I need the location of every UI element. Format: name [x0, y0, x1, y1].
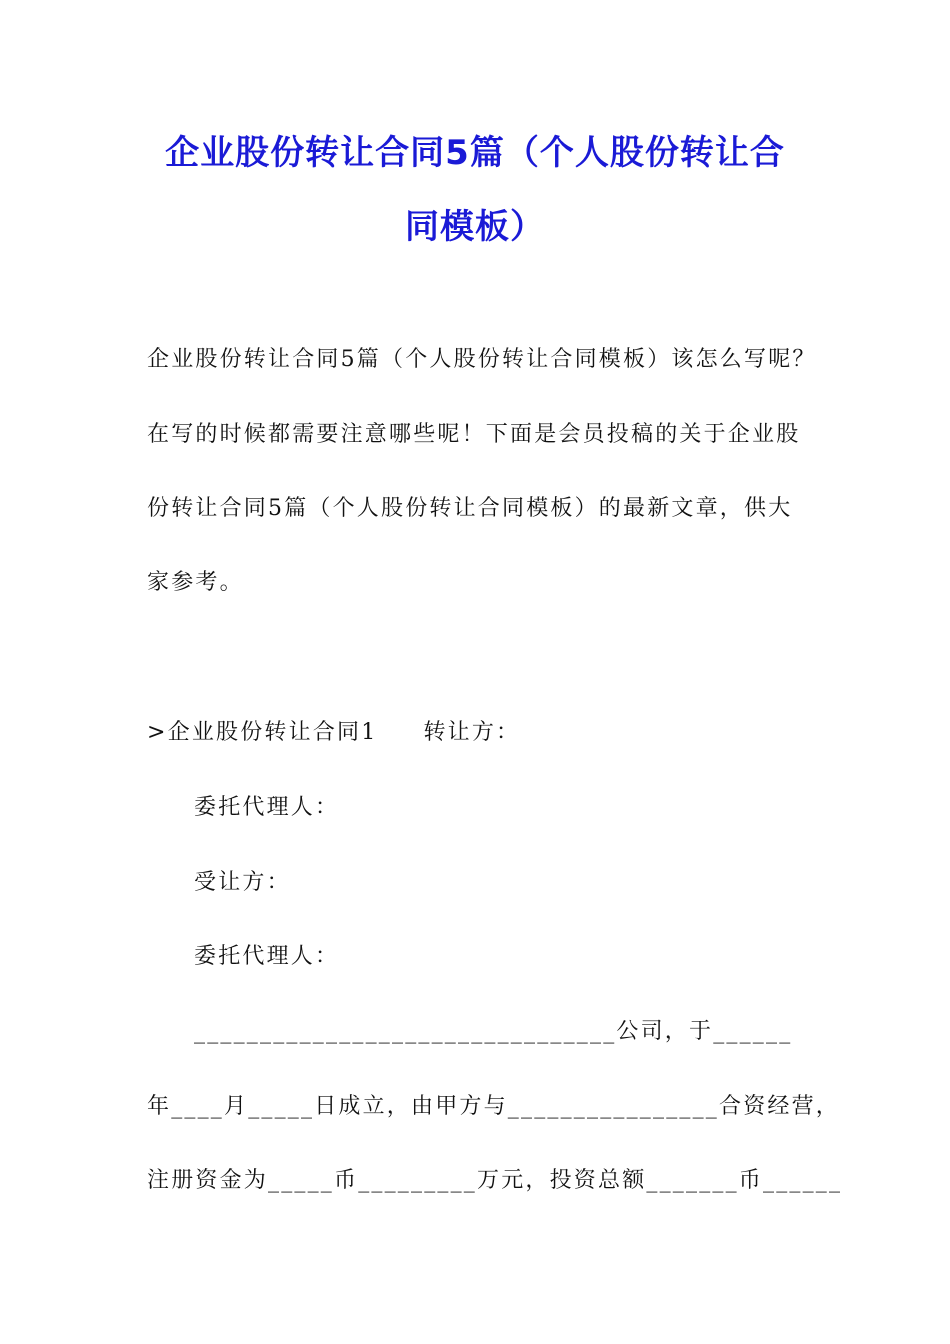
company-blank-line: ________________________________公司，于______: [194, 1019, 793, 1044]
intro-line-4: 家参考。: [147, 570, 244, 595]
contract-heading: >企业股份转让合同1: [147, 720, 378, 745]
intro-line-2: 在写的时候都需要注意哪些呢！下面是会员投稿的关于企业股: [147, 422, 801, 447]
capital-blank-line: 注册资金为_____币_________万元，投资总额_______币______: [147, 1168, 843, 1193]
agent-label-2: 委托代理人：: [194, 944, 340, 969]
document-title-line-1: 企业股份转让合同5篇（个人股份转让合: [165, 133, 785, 173]
document-title-line-2: 同模板）: [405, 207, 545, 247]
contract-heading-row: [147, 718, 520, 748]
intro-line-1: 企业股份转让合同5篇（个人股份转让合同模板）该怎么写呢？: [147, 347, 817, 372]
intro-line-3: 份转让合同5篇（个人股份转让合同模板）的最新文章，供大: [147, 496, 793, 521]
agent-label-1: 委托代理人：: [194, 795, 340, 820]
transferor-label: 转让方：: [423, 720, 521, 745]
transferee-label: 受让方：: [194, 870, 291, 895]
date-blank-line: 年____月_____日成立，由甲方与________________合资经营，: [147, 1094, 841, 1119]
